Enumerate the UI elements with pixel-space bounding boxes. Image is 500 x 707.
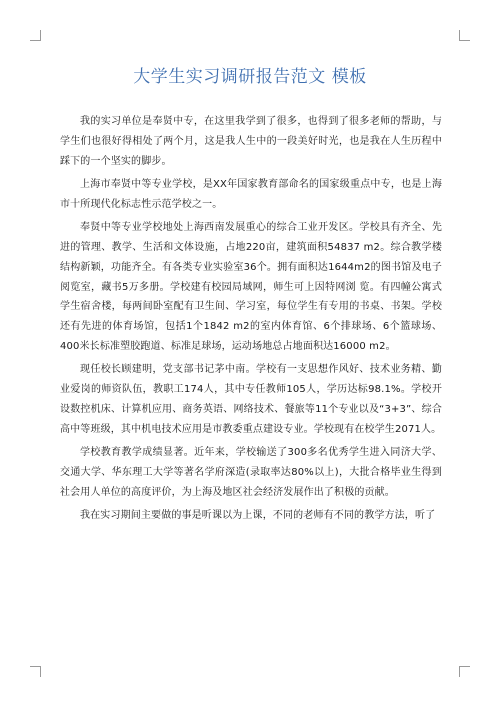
paragraph-facilities: 奉贤中等专业学校地处上海西南发展重心的综合工业开发区。学校具有齐全、先进的管理、教学、生活和文体设施，占地220亩，建筑面积54837 m2。综合教学楼结构新颖，功能齐全。有各类专业实验室36个。拥有面积达1644m2的图书馆及电子阅览室，藏书5万多册。学校建有校园局域网，师生可上因特网浏 览。有四幢公寓式学生宿舍楼，每两间卧室配有卫生间、学习室，每位学生有专用的书桌、书架。学校还有先进的体育场馆，包括1个1842 m2的室内体育馆、6个排球场、6个篮球场、400米长标准塑胶跑道、标准足球场，运动场地总占地面积达16000 m2。 [60, 222, 442, 352]
crop-mark-top-left [30, 30, 41, 41]
crop-mark-bottom-left [30, 666, 41, 677]
paragraph-intro: 我的实习单位是奉贤中专，在这里我学到了很多，也得到了很多老师的帮助，与学生们也很好得相处了两个月，这是我人生中的一段美好时光，也是我在人生历程中踩下的一个坚实的脚步。 [60, 116, 442, 167]
paragraph-achievements: 学校教育教学成绩显著。近年来，学校输送了300多名优秀学生进入同济大学、交通大学、华东理工大学等著名学府深造(录取率达80%以上)，大批合格毕业生得到社会用人单位的高度评价，为上海及地区社会经济发展作出了积极的贡献。 [60, 447, 442, 498]
paragraph-internship: 我在实习期间主要做的事是听课以为上课，不同的老师有不同的教学方法，听了 [80, 510, 436, 522]
document-body [60, 112, 442, 530]
document-title: 大学生实习调研报告范文 模板 [133, 67, 367, 87]
paragraph-staff: 现任校长顾建明，党支部书记茅中南。学校有一支思想作风好、技术业务精、勤业爱岗的师资队伍，教职工174人，其中专任教师105人，学历达标98.1%。学校开设数控机床、计算机应用、商务英语、网络技术、餐旅等11个专业以及“3+3”、综合高中等班级，其中机电技术应用是市教委重点建设专业。学校现有在校学生2071人。 [60, 364, 442, 435]
crop-mark-bottom-right [459, 666, 470, 677]
crop-mark-top-right [459, 30, 470, 41]
paragraph-school-overview: 上海市奉贤中等专业学校，是XX年国家教育部命名的国家级重点中专，也是上海市十所现代化标志性示范学校之一。 [60, 178, 442, 210]
